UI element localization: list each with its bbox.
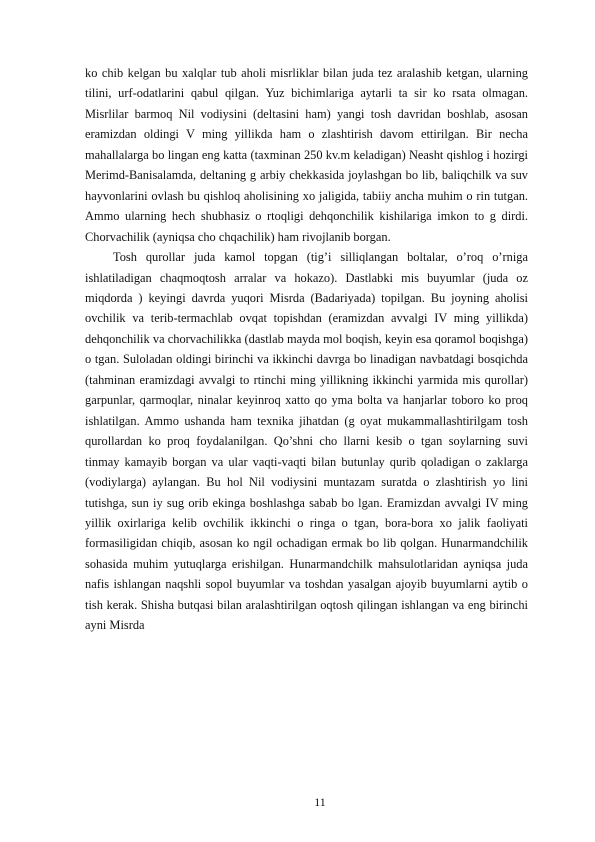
paragraph-1: ko chib kelgan bu xalqlar tub aholi misrliklar bilan juda tez aralashib ketgan, ularning tilini, urf-odatlarini qabul qilgan. Yuz bichimlariga aytarli ta sir ko rsata olmagan. Misrlilar barmoq Nil vodiysini (deltasini ham) yangi tosh davridan boshlab, asosan eramizdan oldingi V ming yillikda ham o zlashtirish davom ettirilgan. Bir necha mahallalarga bo lingan eng katta (taxminan 250 kv.m keladigan) Neasht qishlog i hozirgi Merimd-Banisalamda, deltaning g arbiy chekkasida joylashgan bo lib, baliqchilk va suv hayvonlarini ovlash bu qishloq aholisining xo jaligida, tabiiy ancha muhim o rin tutgan. Ammo ularning hech shubhasiz o rtoqligi dehqonchilik kishilariga imkon to g dirdi. Chorvachilik (ayniqsa cho chqachilik) ham rivojlanib borgan.	[85, 66, 528, 244]
paragraph-2: Tosh qurollar juda kamol topgan (tig’i silliqlangan boltalar, o’roq o’rniga ishlatiladigan chaqmoqtosh arralar va hokazo). Dastlabki mis buyumlar (juda oz miqdorda ) keyingi davrda yuqori Misrda (Badariyada) topilgan. Bu joyning aholisi ovchilik va terib-termachlab ovqat topishdan (eramizdan avvalgi IV ming yillikda) dehqonchilik va chorvachilikka (dastlab mayda mol boqish, keyin esa qoramol boqishga) o tgan. Suloladan oldingi birinchi va ikkinchi davrga bo linadigan navbatdagi bosqichda (tahminan eramizdagi avvalgi to rtinchi ming yillikning ikkinchi yarmida mis qurollar) garpunlar, qarmoqlar, ninalar keyinroq xatto qo yma bolta va hanjarlar toboro ko proq ishlatilgan. Ammo ushanda ham texnika jihatdan (g oyat mukammallashtirilgam tosh qurollardan ko proq foydalanilgan. Qo’shni cho llarni kesib o tgan soylarning suvi tinmay kamayib borgan va ular vaqti-vaqti bilan butunlay qurib qoladigan o zaklarga (vodiylarga) aylangan. Bu hol Nil vodiysini muntazam suratda o zlashtirish yo lini tutishga, sun iy sug orib ekinga boshlashga sabab bo lgan. Eramizdan avvalgi IV ming yillik oxirlariga kelib ovchilik ikkinchi o ringa o tgan, bora-bora xo jalik faoliyati formasiligidan chiqib, asosan ko ngil ochadigan ermak bo lib qolgan. Hunarmandchilik sohasida muhim yutuqlarga erishilgan. Hunarmandchilk mahsulotlaridan ayniqsa juda nafis ishlangan naqshli sopol buyumlar va toshdan yasalgan ajoyib buyumlarni aytib o tish kerak. Shisha butqasi bilan aralashtirilgan oqtosh qilingan ishlangan va eng birinchi ayni Misrda	[85, 250, 528, 633]
page-number: 11	[314, 795, 326, 809]
body-text	[85, 63, 528, 636]
